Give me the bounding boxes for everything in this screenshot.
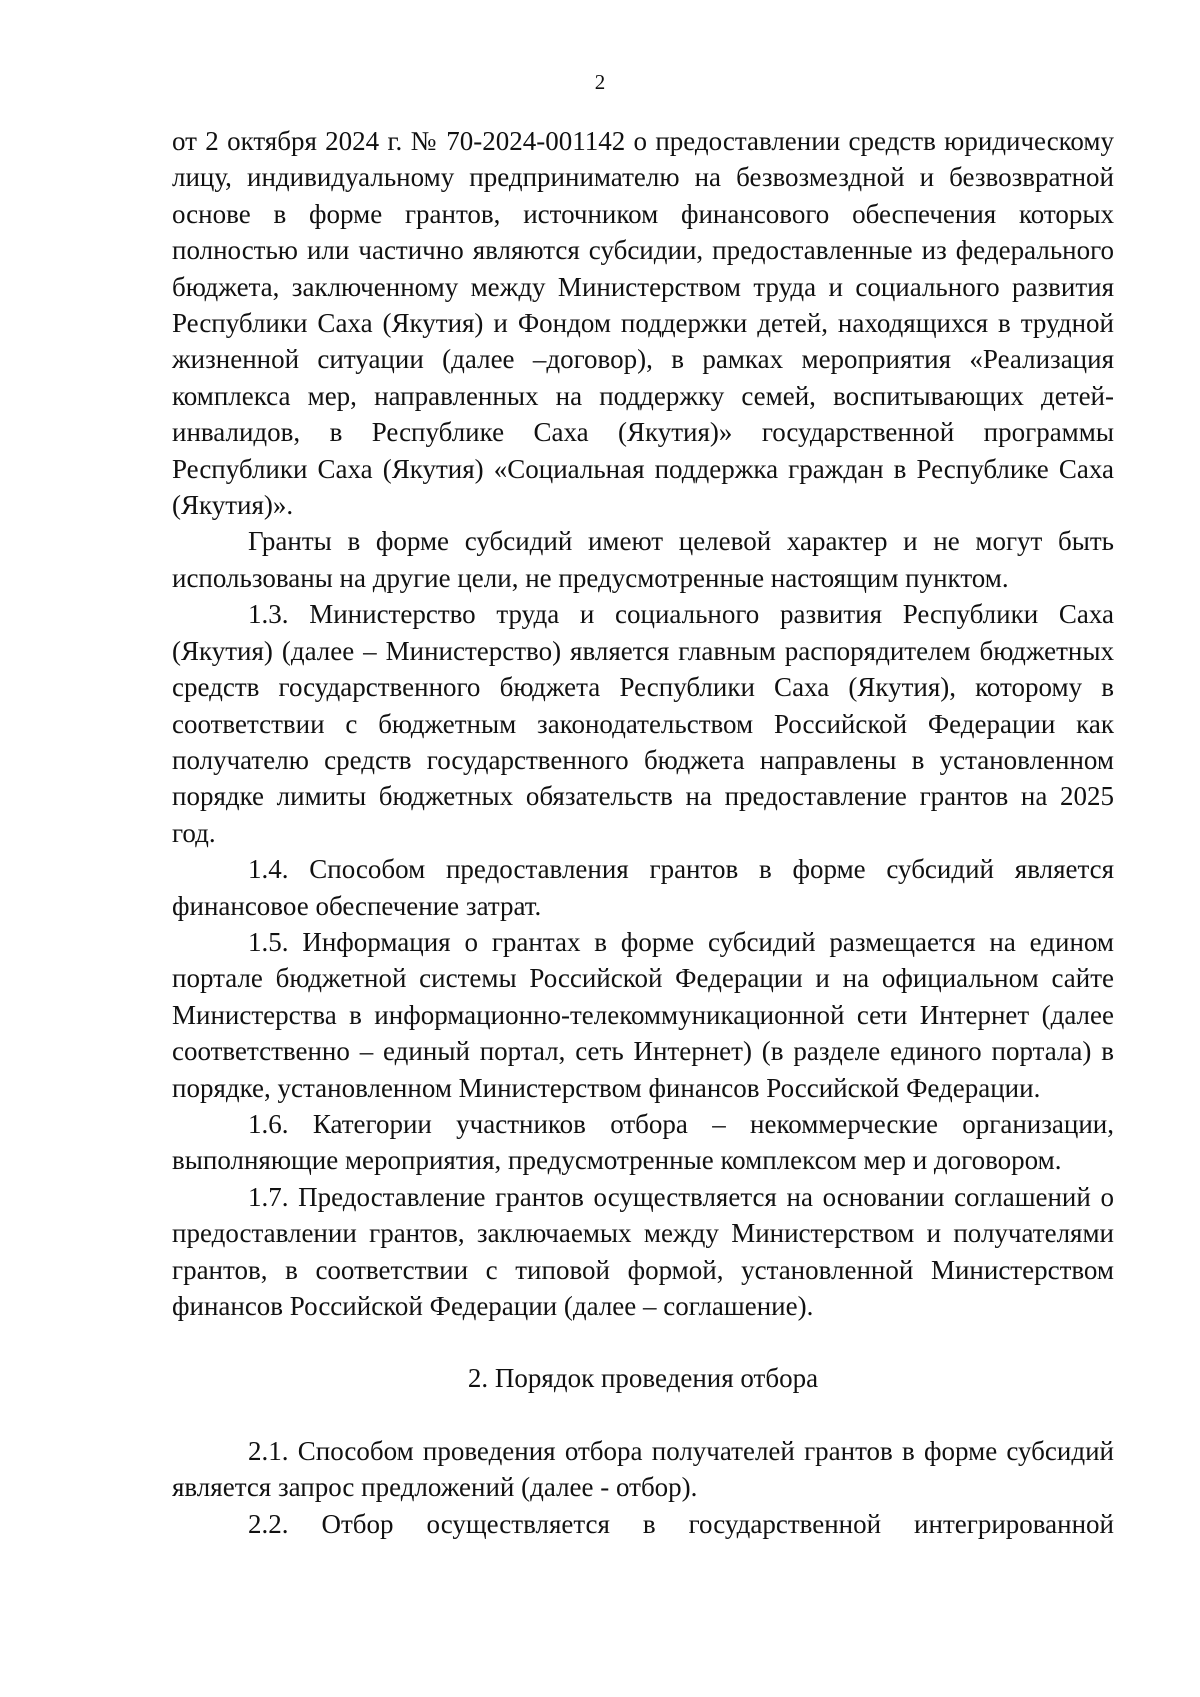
paragraph-2-2: 2.2. Отбор осуществляется в государственной интегрированной [248, 1508, 1114, 1539]
section-heading: 2. Порядок проведения отбора [467, 1363, 819, 1394]
page-number: 2 [594, 70, 606, 94]
document-body [172, 123, 1114, 1542]
paragraph-1-3: 1.3. Министерство труда и социального развития Республики Саха (Якутия) (далее – Министерство) является главным распорядителем бюджетных средств государственного бюджета Республики Саха (Якутия), которому в соответствии с бюджетным законодательством Российской Федерации как получателю средств государственного бюджета направлены в установленном порядке лимиты бюджетных обязательств на предоставление грантов на 2025 год. [172, 599, 1114, 848]
paragraph-1-7: 1.7. Предоставление грантов осуществляется на основании соглашений о предоставлении грантов, заключаемых между Министерством и получателями грантов, в соответствии с типовой формой, установленной Министерством финансов Российской Федерации (далее – соглашение). [172, 1181, 1114, 1321]
paragraph-contract-continuation: от 2 октября 2024 г. № 70-2024-001142 о предоставлении средств юридическому лицу, индивидуальному предпринимателю на безвозмездной и безвозвратной основе в форме грантов, источником финансового обеспечения которых полностью или частично являются субсидии, предоставленные из федерального бюджета, заключенному между Министерством труда и социального развития Республики Саха (Якутия) и Фондом поддержки детей, находящихся в трудной жизненной ситуации (далее –договор), в рамках мероприятия «Реализация комплекса мер, направленных на поддержку семей, воспитывающих детей-инвалидов, в Республике Саха (Якутия)» государственной программы Республики Саха (Якутия) «Социальная поддержка граждан в Республике Саха (Якутия)». [172, 126, 1114, 521]
paragraph-grants-purpose: Гранты в форме субсидий имеют целевой характер и не могут быть использованы на другие цели, не предусмотренные настоящим пунктом. [172, 526, 1114, 593]
paragraph-1-6: 1.6. Категории участников отбора – некоммерческие организации, выполняющие мероприятия, предусмотренные комплексом мер и договором. [172, 1108, 1114, 1176]
paragraph-2-1: 2.1. Способом проведения отбора получателей грантов в форме субсидий является запрос предложений (далее - отбор). [172, 1435, 1114, 1503]
paragraph-1-4: 1.4. Способом предоставления грантов в форме субсидий является финансовое обеспечение затрат. [172, 854, 1114, 921]
paragraph-1-5: 1.5. Информация о грантах в форме субсидий размещается на едином портале бюджетной системы Российской Федерации и на официальном сайте Министерства в информационно-телекоммуникационной сети Интернет (далее соответственно – единый портал, сеть Интернет) (в разделе единого портала) в порядке, установленном Министерством финансов Российской Федерации. [172, 926, 1114, 1103]
